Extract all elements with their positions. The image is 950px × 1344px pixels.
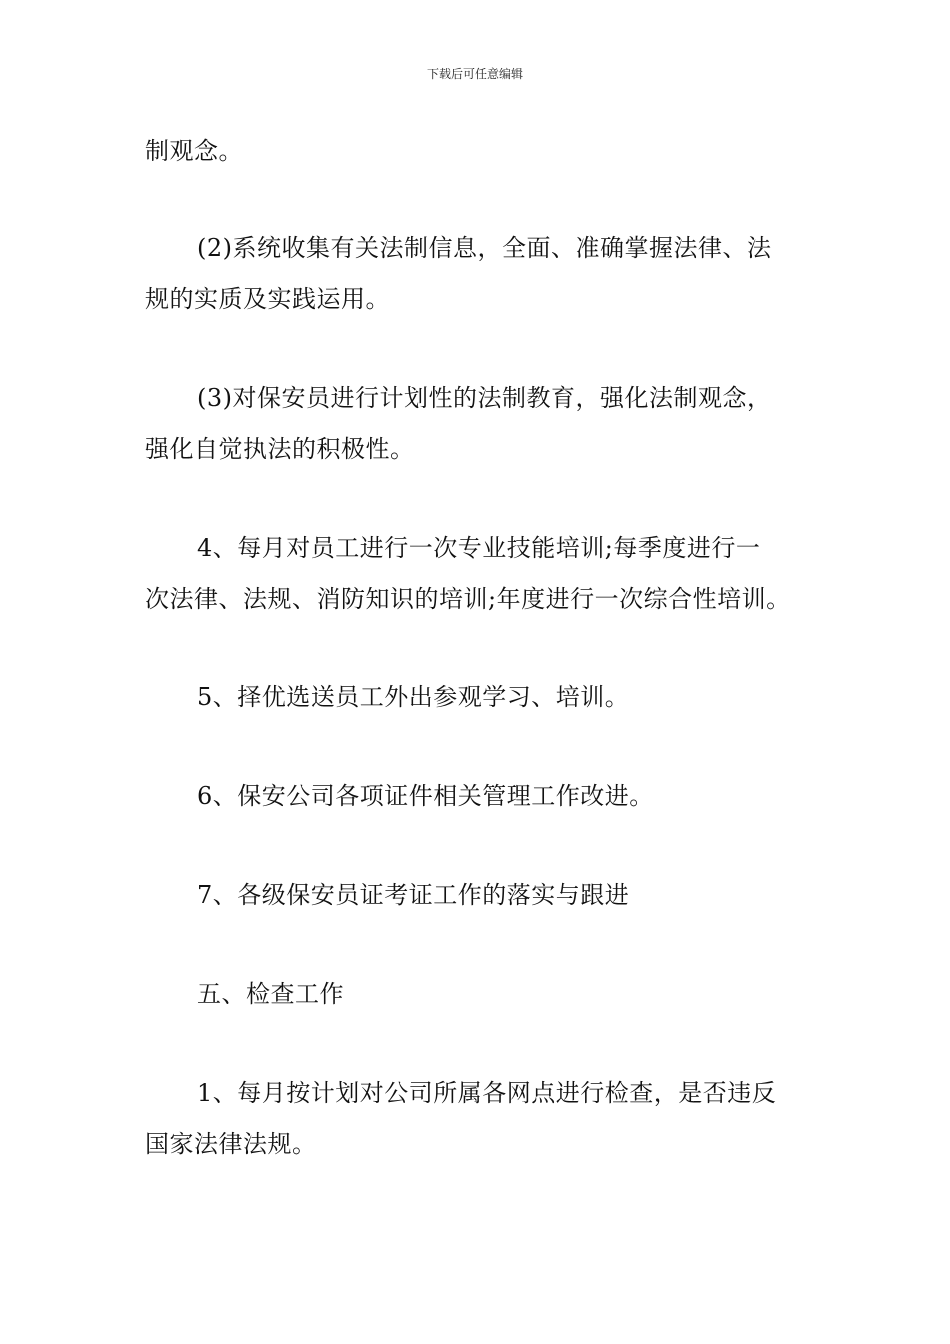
paragraph-line: (2)系统收集有关法制信息，全面、准确掌握法律、法 xyxy=(197,234,772,262)
paragraph-line: 1、每月按计划对公司所属各网点进行检查，是否违反 xyxy=(197,1079,777,1107)
section-heading xyxy=(145,969,815,1020)
paragraph-line: 国家法律法规。 xyxy=(145,1130,317,1158)
page-header: 下载后可任意编辑 xyxy=(426,67,523,81)
paragraph-line: 6、保安公司各项证件相关管理工作改进。 xyxy=(197,782,654,810)
paragraph-9 xyxy=(145,1068,815,1170)
paragraph-line: 4、每月对员工进行一次专业技能培训;每季度进行一 xyxy=(197,534,761,562)
paragraph-7 xyxy=(145,870,815,921)
paragraph-1 xyxy=(145,126,815,177)
paragraph-2 xyxy=(145,223,815,325)
paragraph-6 xyxy=(145,771,815,822)
paragraph-4 xyxy=(145,523,815,625)
paragraph-line: 强化自觉执法的积极性。 xyxy=(145,435,415,463)
paragraph-line: 五、检查工作 xyxy=(197,980,344,1008)
paragraph-5 xyxy=(145,672,815,723)
paragraph-line: (3)对保安员进行计划性的法制教育，强化法制观念， xyxy=(197,384,772,412)
paragraph-line: 次法律、法规、消防知识的培训;年度进行一次综合性培训。 xyxy=(145,585,791,613)
paragraph-line: 5、择优选送员工外出参观学习、培训。 xyxy=(197,683,630,711)
paragraph-3 xyxy=(145,373,815,475)
paragraph-line: 规的实质及实践运用。 xyxy=(145,285,390,313)
paragraph-line: 制观念。 xyxy=(145,137,243,165)
paragraph-line: 7、各级保安员证考证工作的落实与跟进 xyxy=(197,881,630,909)
